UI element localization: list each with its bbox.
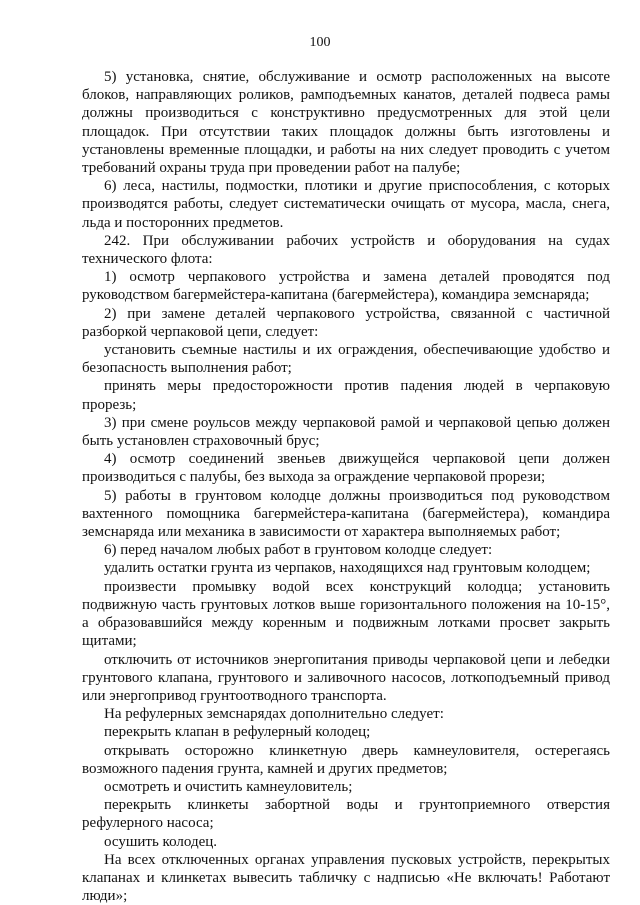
paragraph-subitem-close-valve: перекрыть клапан в рефулерный колодец;: [104, 724, 371, 741]
paragraph-refuler-intro: На рефулерных земснарядах дополнительно следует:: [104, 706, 444, 723]
paragraph-subitem-flush: произвести промывку водой всех конструкций колодца; установить подвижную часть грунтовых лотков выше горизонтального положения на 10-15°, а образовавшийся между коренным и подвижным лотками просвет закрыть щитами;: [82, 578, 610, 650]
paragraph-subitem-disconnect: отключить от источников энергопитания приводы черпаковой цепи и лебедки грунтового клапана, грунтового и заливочного насосов, лоткоподъемный привод или энергопривод грунтоотводного транспорта.: [82, 651, 610, 704]
paragraph-242-intro: 242. При обслуживании рабочих устройств и оборудования на судах технического флота:: [82, 232, 610, 268]
paragraph-item-2: 2) при замене деталей черпакового устройства, связанной с частичной разборкой черпаковой цепи, следует:: [82, 305, 610, 340]
paragraph-item-5-well-work: 5) работы в грунтовом колодце должны производиться под руководством вахтенного помощника багермейстера-капитана (багермейстера), командира земснаряда или механика в зависимости от характера выполняемых работ;: [82, 487, 610, 541]
paragraph-item-6-before-work: 6) перед началом любых работ в грунтовом колодце следует:: [104, 542, 493, 559]
document-body: [82, 68, 610, 905]
paragraph-subitem-open-door: открывать осторожно клинкетную дверь камнеуловителя, остерегаясь возможного падения грунта, камней и других предметов;: [82, 742, 610, 777]
paragraph-item-6-scaffolding: 6) леса, настилы, подмостки, плотики и другие приспособления, с которых производятся работы, следует систематически очищать от мусора, масла, снега, льда и посторонних предметов.: [82, 178, 610, 231]
paragraph-subitem-close-clinkets: перекрыть клинкеты забортной воды и грунтоприемного отверстия рефулерного насоса;: [82, 797, 610, 832]
paragraph-subitem-install-decking: установить съемные настилы и их ограждения, обеспечивающие удобство и безопасность выполнения работ;: [82, 342, 610, 377]
paragraph-item-1: 1) осмотр черпакового устройства и замена деталей проводятся под руководством багермейстера-капитана (багермейстера), командира земснаряда;: [82, 269, 610, 304]
paragraph-subitem-inspect-trap: осмотреть и очистить камнеуловитель;: [104, 778, 353, 795]
paragraph-item-3: 3) при смене роульсов между черпаковой рамой и черпаковой цепью должен быть установлен страховочный брус;: [82, 414, 610, 450]
paragraph-item-4: 4) осмотр соединений звеньев движущейся черпаковой цепи должен производиться с палубы, без выхода за ограждение черпаковой прорези;: [82, 451, 610, 486]
paragraph-subitem-remove-soil: удалить остатки грунта из черпаков, находящихся над грунтовым колодцем;: [104, 560, 591, 577]
page-number: 100: [309, 35, 331, 50]
paragraph-warning-sign: На всех отключенных органах управления пусковых устройств, перекрытых клапанах и клинкетах вывесить табличку с надписью «Не включать! Работают люди»;: [82, 851, 610, 905]
paragraph-subitem-precautions: принять меры предосторожности против падения людей в черпаковую прорезь;: [82, 378, 610, 413]
paragraph-subitem-drain-well: осушить колодец.: [104, 833, 218, 850]
paragraph-item-5-platforms: 5) установка, снятие, обслуживание и осмотр расположенных на высоте блоков, направляющих роликов, рамподъемных канатов, деталей подвеса рамы должны производиться с конструктивно предусмотренных для этой цели площадок. При отсутствии таких площадок должны быть изготовлены и установлены временные площадки, и работы на них следует проводить с учетом требований охраны труда при проведении работ на палубе;: [82, 69, 610, 177]
